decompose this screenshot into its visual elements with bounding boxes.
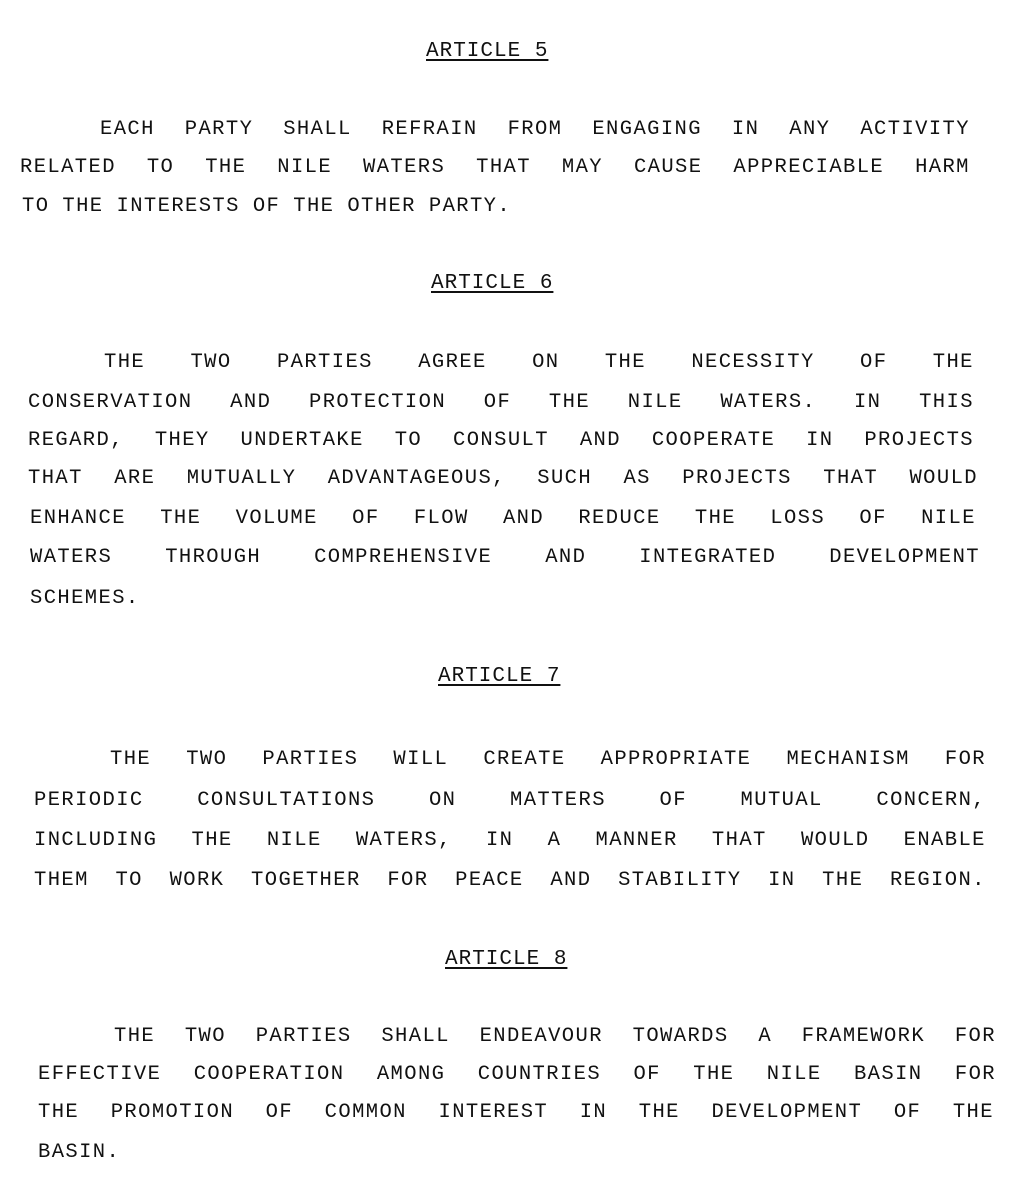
article-6-line-7 [30, 587, 980, 610]
word: REGARD, [28, 429, 124, 452]
word: COMPREHENSIVE [314, 546, 493, 569]
word: AGREE [418, 351, 487, 374]
word: A [758, 1025, 773, 1048]
word: MUTUAL [740, 789, 823, 812]
word: AND [550, 869, 592, 892]
word: ENABLE [903, 829, 986, 852]
article-7-line-3 [34, 829, 986, 852]
word: THE [693, 1063, 735, 1086]
word: PARTY. [428, 195, 512, 218]
word: SHALL [283, 118, 352, 141]
article-6-line-4 [28, 467, 978, 490]
word: ON [428, 789, 457, 812]
word: OF [893, 1101, 922, 1124]
article-7-line-4 [34, 869, 986, 892]
article-5-line-2 [20, 156, 970, 179]
word: OF [659, 789, 687, 812]
word: VOLUME [235, 507, 318, 530]
word: PARTIES [255, 1025, 352, 1048]
article-7-line-1 [110, 748, 986, 771]
word: IN [768, 869, 796, 892]
word: MAY [561, 156, 604, 179]
word: LOSS [770, 507, 826, 530]
word: NECESSITY [691, 351, 815, 374]
word: THE [191, 829, 233, 852]
word: THE [293, 195, 335, 218]
word: THE [205, 156, 247, 179]
word: REFRAIN [381, 118, 478, 141]
word: ENHANCE [30, 507, 126, 530]
word: FOR [954, 1025, 996, 1048]
word: COMMON [324, 1101, 407, 1124]
word: IN [853, 391, 882, 414]
word: SUCH [537, 467, 593, 490]
word: THE [62, 195, 104, 218]
word: PARTY [184, 118, 254, 141]
word: HARM [915, 156, 970, 179]
word: TWO [184, 1025, 226, 1048]
word: NILE [266, 829, 322, 852]
word: AND [230, 391, 272, 414]
article-6-line-3 [28, 429, 974, 452]
word: IN [806, 429, 834, 452]
article-5-heading: ARTICLE 5 [426, 40, 549, 63]
word: PROMOTION [110, 1101, 235, 1124]
word: THE [104, 351, 146, 374]
word: NILE [627, 391, 683, 414]
word: FOR [387, 869, 429, 892]
word: SCHEMES. [30, 587, 140, 610]
article-8-line-1 [114, 1025, 996, 1048]
word: OF [633, 1063, 661, 1086]
word: THEY [154, 429, 210, 452]
word: ON [532, 351, 560, 374]
article-6-heading: ARTICLE 6 [431, 272, 554, 295]
word: CONSULT [453, 429, 549, 452]
word: AMONG [376, 1063, 446, 1086]
word: THE [38, 1101, 80, 1124]
word: MECHANISM [786, 748, 910, 771]
word: REDUCE [578, 507, 661, 530]
word: MANNER [595, 829, 678, 852]
word: WILL [393, 748, 449, 771]
word: AND [502, 507, 545, 530]
word: APPRECIABLE [733, 156, 885, 179]
word: THAT [28, 467, 83, 490]
word: PROJECTS [864, 429, 974, 452]
word: ARE [114, 467, 156, 490]
word: TOGETHER [251, 869, 361, 892]
word: THE [694, 507, 736, 530]
word: CONCERN, [876, 789, 986, 812]
article-8-line-4 [38, 1141, 988, 1164]
word: THIS [919, 391, 974, 414]
article-6-line-6 [30, 546, 980, 569]
word: THE [160, 507, 202, 530]
word: OF [252, 195, 281, 218]
article-6-line-5 [30, 507, 976, 530]
word: BASIN. [38, 1141, 121, 1164]
word: UNDERTAKE [240, 429, 364, 452]
word: APPROPRIATE [600, 748, 752, 771]
article-8-heading: ARTICLE 8 [445, 948, 568, 971]
word: ADVANTAGEOUS, [327, 467, 506, 490]
word: MUTUALLY [186, 467, 297, 490]
word: MATTERS [510, 789, 606, 812]
word: PARTIES [276, 351, 373, 374]
word: THAT [823, 467, 879, 490]
word: ACTIVITY [860, 118, 970, 141]
article-6-line-1 [104, 351, 974, 374]
word: OTHER [347, 195, 416, 218]
word: NILE [921, 507, 976, 530]
word: A [547, 829, 562, 852]
word: ANY [789, 118, 831, 141]
word: THE [110, 748, 152, 771]
word: PROTECTION [309, 391, 447, 414]
word: NILE [277, 156, 333, 179]
word: THE [548, 391, 591, 414]
word: OF [352, 507, 380, 530]
word: INTERESTS [116, 195, 240, 218]
word: SHALL [381, 1025, 450, 1048]
word: IN [485, 829, 514, 852]
word: TWO [190, 351, 232, 374]
word: FLOW [413, 507, 469, 530]
word: BASIN [853, 1063, 923, 1086]
article-5-line-3 [22, 195, 972, 218]
word: COOPERATE [651, 429, 776, 452]
word: FRAMEWORK [801, 1025, 926, 1048]
word: WATERS, [355, 829, 452, 852]
word: AND [545, 546, 587, 569]
word: OF [483, 391, 512, 414]
word: THAT [476, 156, 531, 179]
word: TWO [186, 748, 228, 771]
word: WOULD [800, 829, 870, 852]
word: THE [638, 1101, 680, 1124]
word: PARTIES [262, 748, 359, 771]
word: EACH [100, 118, 155, 141]
word: CAUSE [633, 156, 703, 179]
word: CONSERVATION [28, 391, 193, 414]
word: PERIODIC [34, 789, 144, 812]
word: TO [394, 429, 423, 452]
word: OF [265, 1101, 294, 1124]
word: OF [859, 507, 887, 530]
word: THEM [34, 869, 89, 892]
word: EFFECTIVE [38, 1063, 162, 1086]
word: IN [579, 1101, 608, 1124]
word: THE [114, 1025, 156, 1048]
word: ENGAGING [592, 118, 702, 141]
word: REGION. [889, 869, 986, 892]
word: WATERS. [720, 391, 817, 414]
word: CONSULTATIONS [197, 789, 376, 812]
word: NILE [766, 1063, 822, 1086]
article-7-heading: ARTICLE 7 [438, 665, 561, 688]
word: DEVELOPMENT [711, 1101, 863, 1124]
word: WORK [169, 869, 225, 892]
article-8-line-3 [38, 1101, 994, 1124]
word: PEACE [455, 869, 524, 892]
word: WATERS [30, 546, 113, 569]
word: DEVELOPMENT [829, 546, 980, 569]
word: FOR [954, 1063, 996, 1086]
word: THE [932, 351, 974, 374]
word: INTEREST [438, 1101, 549, 1124]
article-5-line-1 [100, 118, 970, 141]
word: ENDEAVOUR [479, 1025, 603, 1048]
word: THAT [711, 829, 767, 852]
article-6-line-2 [28, 391, 974, 414]
word: THE [952, 1101, 994, 1124]
word: FOR [944, 748, 986, 771]
word: AND [579, 429, 621, 452]
word: OF [860, 351, 888, 374]
word: COUNTRIES [477, 1063, 602, 1086]
word: THE [604, 351, 646, 374]
word: THROUGH [165, 546, 262, 569]
word: RELATED [20, 156, 116, 179]
word: INCLUDING [34, 829, 158, 852]
article-7-line-2 [34, 789, 986, 812]
word: IN [731, 118, 760, 141]
word: INTEGRATED [639, 546, 777, 569]
word: WATERS [363, 156, 446, 179]
word: WOULD [909, 467, 978, 490]
word: TO [22, 195, 50, 218]
word: TOWARDS [632, 1025, 729, 1048]
word: TO [115, 869, 143, 892]
word: TO [146, 156, 175, 179]
article-8-line-2 [38, 1063, 996, 1086]
word: PROJECTS [682, 467, 792, 490]
word: CREATE [483, 748, 566, 771]
word: COOPERATION [193, 1063, 345, 1086]
word: THE [822, 869, 864, 892]
word: STABILITY [618, 869, 742, 892]
word: AS [623, 467, 651, 490]
word: FROM [507, 118, 563, 141]
